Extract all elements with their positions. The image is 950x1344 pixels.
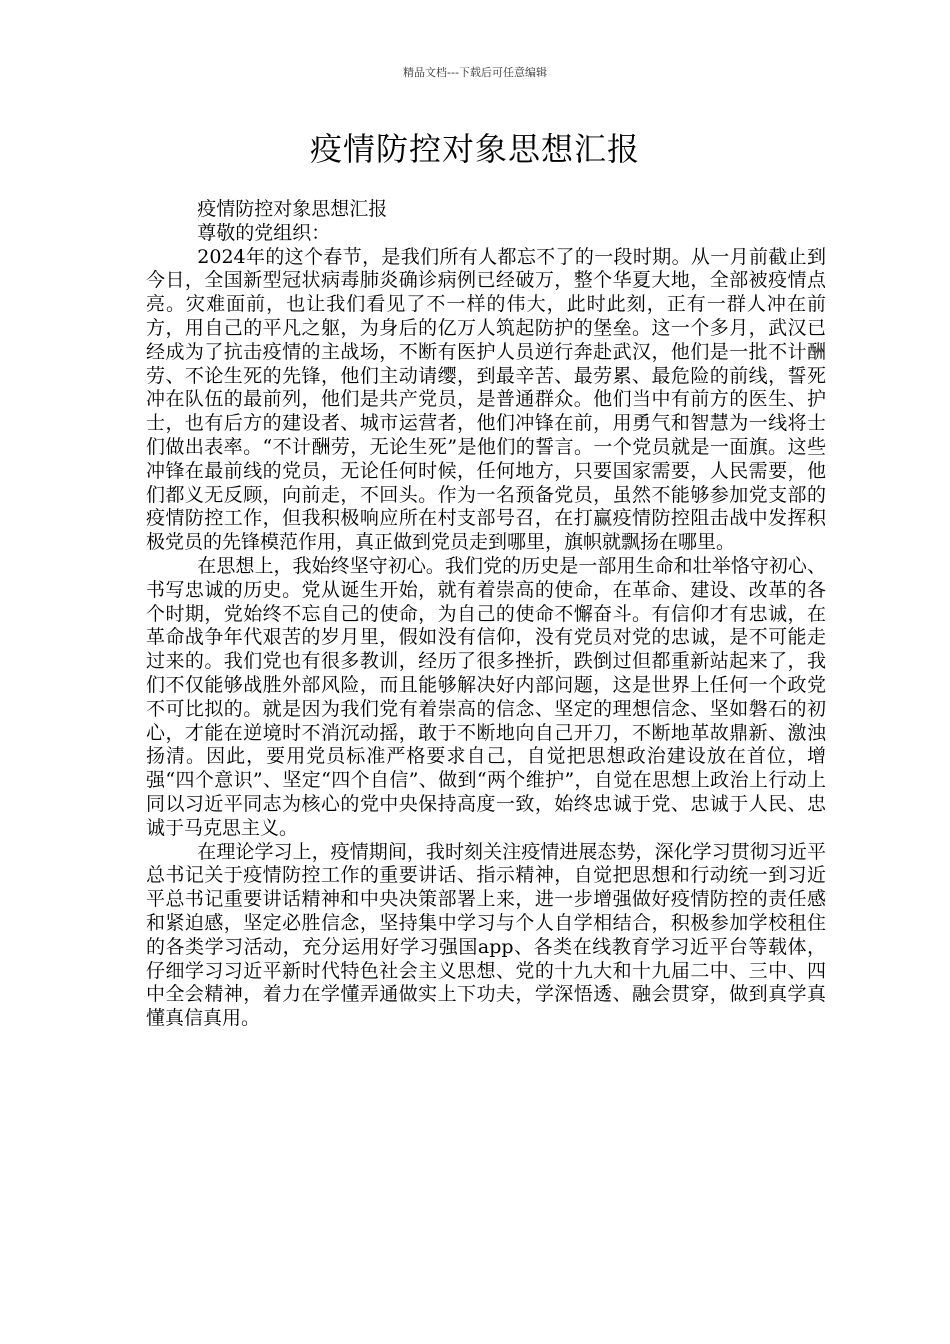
paragraph-theory-study: 在理论学习上，疫情期间，我时刻关注疫情进展态势，深化学习贯彻习近平总书记关于疫情防控工作的重要讲话、指示精神，自觉把思想和行动统一到习近平总书记重要讲话精神和中央决策部署上来，进一步增强做好疫情防控的责任感和紧迫感，坚定必胜信念，坚持集中学习与个人自学相结合，积极参加学校租住的各类学习活动，充分运用好学习强国app、各类在线教育学习近平台等载体，仔细学习习近平新时代特色社会主义思想、党的十九大和十九届二中、三中、四中全会精神，着力在学懂弄通做实上下功夫，学深悟透、融会贯穿，做到真学真懂真信真用。 (146, 840, 826, 1030)
paragraph-ideology: 在思想上，我始终坚守初心。我们党的历史是一部用生命和壮举恪守初心、书写忠诚的历史。党从诞生开始，就有着崇高的使命，在革命、建设、改革的各个时期，党始终不忘自己的使命，为自己的使命不懈奋斗。有信仰才有忠诚，在革命战争年代艰苦的岁月里，假如没有信仰，没有党员对党的忠诚，是不可能走过来的。我们党也有很多教训，经历了很多挫折，跌倒过但都重新站起来了，我们不仅能够战胜外部风险，而且能够解决好内部问题，这是世界上任何一个政党不可比拟的。就是因为我们党有着崇高的信念、坚定的理想信念、坚如磐石的初心，才能在逆境时不消沉动摇，敢于不断地向自己开刀，不断地革故鼎新、激浊扬清。因此，要用党员标准严格要求自己，自觉把思想政治建设放在首位，增强“四个意识”、坚定“四个自信”、做到“两个维护”，自觉在思想上政治上行动上同以习近平同志为核心的党中央保持高度一致，始终忠诚于党、忠诚于人民、忠诚于马克思主义。 (146, 554, 826, 839)
paragraph-intro: 2024年的这个春节，是我们所有人都忘不了的一段时期。从一月前截止到今日，全国新型冠状病毒肺炎确诊病例已经破万，整个华夏大地，全部被疫情点亮。灾难面前，也让我们看见了不一样的伟大，此时此刻，正有一群人冲在前方，用自己的平凡之躯，为身后的亿万人筑起防护的堡垒。这一个多月，武汉已经成为了抗击疫情的主战场，不断有医护人员逆行奔赴武汉，他们是一批不计酬劳、不论生死的先锋，他们主动请缨，到最辛苦、最劳累、最危险的前线，誓死冲在队伍的最前列，他们是共产党员，是普通群众。他们当中有前方的医生、护士，也有后方的建设者、城市运营者，他们冲锋在前，用勇气和智慧为一线将士们做出表率。“不计酬劳，无论生死”是他们的誓言。一个党员就是一面旗。这些冲锋在最前线的党员，无论任何时候，任何地方，只要国家需要，人民需要，他们都义无反顾，向前走，不回头。作为一名预备党员，虽然不能够参加党支部的疫情防控工作，但我积极响应所在村支部号召，在打赢疫情防控阻击战中发挥积极党员的先锋模范作用，真正做到党员走到哪里，旗帜就飘扬在哪里。 (146, 245, 826, 554)
salutation: 尊敬的党组织： (197, 221, 331, 244)
document-subtitle: 疫情防控对象思想汇报 (197, 198, 388, 220)
document-title: 疫情防控对象思想汇报 (309, 130, 640, 168)
header-note: 精品文档---下载后可任意编辑 (403, 66, 547, 79)
document-body (146, 198, 826, 1031)
